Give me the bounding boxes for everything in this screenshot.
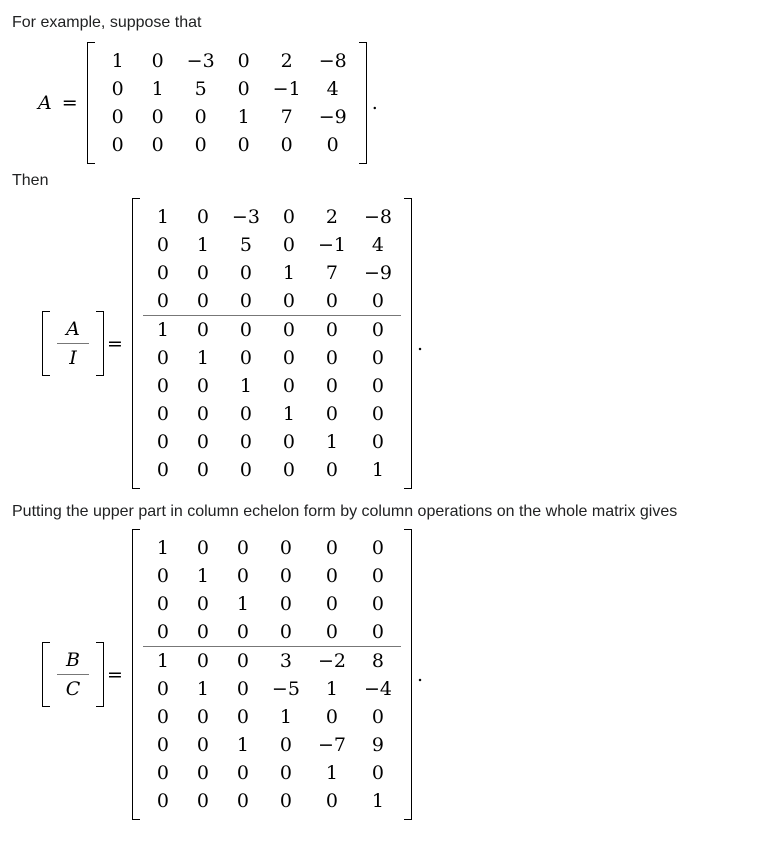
matrix-cell: 5 xyxy=(239,234,252,256)
matrix-cell: 0 xyxy=(194,106,207,128)
matrix-cell: 0 xyxy=(371,565,384,587)
matrix-cell: 1 xyxy=(156,537,169,559)
matrix-cell: 1 xyxy=(237,106,250,128)
matrix-right-bracket xyxy=(404,198,412,489)
label-left-bracket xyxy=(42,642,50,707)
matrix-cell: 1 xyxy=(236,593,249,615)
matrix-cell: 0 xyxy=(236,678,249,700)
matrix-cell: 0 xyxy=(282,206,295,228)
matrix-cell: 0 xyxy=(196,319,209,341)
matrix-cell: 1 xyxy=(156,206,169,228)
matrix-cell: 4 xyxy=(371,234,384,256)
matrix-cell: 0 xyxy=(371,762,384,784)
matrix-cell: 7 xyxy=(325,262,338,284)
matrix-cell: 0 xyxy=(237,50,250,72)
matrix-cell: 0 xyxy=(371,290,384,312)
matrix-cell: 0 xyxy=(111,134,124,156)
matrix-cell: 0 xyxy=(151,106,164,128)
matrix-cell: 0 xyxy=(325,790,338,812)
matrix-cell: 0 xyxy=(239,431,252,453)
matrix-cell: 0 xyxy=(371,621,384,643)
matrix-cell: 0 xyxy=(111,106,124,128)
matrix-a xyxy=(87,42,367,164)
stacked-label-b-c xyxy=(42,642,104,707)
matrix-cell: 0 xyxy=(196,621,209,643)
matrix-cell: 0 xyxy=(371,431,384,453)
matrix-cell: 0 xyxy=(196,290,209,312)
matrix-cell: 0 xyxy=(236,706,249,728)
equals-sign: = xyxy=(107,663,123,686)
matrix-cell: 7 xyxy=(280,106,293,128)
matrix-cell: 1 xyxy=(196,678,209,700)
matrix-cell: 8 xyxy=(371,650,384,672)
sentence-period: . xyxy=(371,92,378,114)
matrix-cell: 0 xyxy=(239,290,252,312)
then-paragraph: Then xyxy=(12,172,49,189)
matrix-cell: 0 xyxy=(326,134,339,156)
matrix-cell: 1 xyxy=(239,375,252,397)
matrix-cell: 0 xyxy=(156,347,169,369)
matrix-cell: 0 xyxy=(236,537,249,559)
matrix-cell: −1 xyxy=(272,78,301,100)
matrix-cell: 0 xyxy=(371,375,384,397)
matrix-cell: 0 xyxy=(239,319,252,341)
matrix-cell: 0 xyxy=(156,375,169,397)
matrix-cell: 1 xyxy=(371,790,384,812)
matrix-cell: 0 xyxy=(156,565,169,587)
matrix-cell: 0 xyxy=(156,431,169,453)
matrix-cell: 0 xyxy=(236,650,249,672)
matrix-cell: 1 xyxy=(279,706,292,728)
matrix-cell: 0 xyxy=(239,347,252,369)
label-i-symbol: I xyxy=(69,347,77,369)
matrix-right-bracket xyxy=(359,42,367,164)
matrix-cell: 0 xyxy=(236,621,249,643)
matrix-cell: 0 xyxy=(196,375,209,397)
matrix-cell: 0 xyxy=(279,790,292,812)
matrix-cell: 0 xyxy=(280,134,293,156)
matrix-cell: 0 xyxy=(371,319,384,341)
matrix-cell: 0 xyxy=(236,762,249,784)
label-right-bracket xyxy=(96,311,104,376)
matrix-cell: 0 xyxy=(196,762,209,784)
matrix-cell: −8 xyxy=(318,50,347,72)
matrix-cell: 0 xyxy=(156,459,169,481)
matrix-a-grid xyxy=(95,42,359,164)
matrix-right-bracket xyxy=(404,529,412,820)
matrix-cell: 0 xyxy=(325,375,338,397)
matrix-cell: 0 xyxy=(279,621,292,643)
matrix-cell: 0 xyxy=(156,290,169,312)
matrix-cell: 0 xyxy=(156,234,169,256)
matrix-cell: −9 xyxy=(318,106,347,128)
matrix-cell: 5 xyxy=(194,78,207,100)
matrix-cell: 0 xyxy=(279,762,292,784)
matrix-cell: 0 xyxy=(239,459,252,481)
matrix-cell: 0 xyxy=(196,650,209,672)
matrix-cell: 1 xyxy=(371,459,384,481)
matrix-cell: 1 xyxy=(325,431,338,453)
label-a-symbol: A xyxy=(66,318,80,340)
matrix-left-bracket xyxy=(132,529,140,820)
matrix-cell: 0 xyxy=(156,593,169,615)
matrix-cell: −5 xyxy=(271,678,300,700)
label-right-bracket xyxy=(96,642,104,707)
matrix-cell: 0 xyxy=(282,319,295,341)
matrix-cell: 1 xyxy=(282,262,295,284)
matrix-b-over-c-grid xyxy=(140,529,404,820)
matrix-cell: 0 xyxy=(282,459,295,481)
matrix-a-symbol: A xyxy=(38,92,52,114)
matrix-cell: 0 xyxy=(196,790,209,812)
matrix-cell: 1 xyxy=(236,734,249,756)
matrix-cell: 0 xyxy=(371,347,384,369)
matrix-cell: 2 xyxy=(280,50,293,72)
matrix-left-bracket xyxy=(132,198,140,489)
matrix-cell: 0 xyxy=(279,537,292,559)
matrix-cell: 0 xyxy=(325,347,338,369)
matrix-cell: 0 xyxy=(325,319,338,341)
matrix-cell: 0 xyxy=(111,78,124,100)
stacked-label-a-i xyxy=(42,311,104,376)
matrix-cell: 0 xyxy=(196,403,209,425)
matrix-cell: 0 xyxy=(325,459,338,481)
page xyxy=(0,13,760,845)
matrix-cell: −3 xyxy=(231,206,260,228)
matrix-cell: 0 xyxy=(282,347,295,369)
matrix-cell: 0 xyxy=(371,593,384,615)
matrix-cell: 0 xyxy=(371,537,384,559)
matrix-a-over-i-grid xyxy=(140,198,404,489)
label-b-symbol: B xyxy=(66,649,80,671)
matrix-cell: 0 xyxy=(325,403,338,425)
matrix-cell: 0 xyxy=(196,431,209,453)
matrix-cell: 0 xyxy=(237,134,250,156)
matrix-cell: 0 xyxy=(282,234,295,256)
matrix-cell: −1 xyxy=(317,234,346,256)
matrix-cell: −9 xyxy=(363,262,392,284)
matrix-cell: 0 xyxy=(196,537,209,559)
matrix-cell: −4 xyxy=(363,678,392,700)
matrix-cell: 0 xyxy=(156,762,169,784)
equals-sign: = xyxy=(61,92,78,114)
matrix-cell: 0 xyxy=(151,134,164,156)
matrix-cell: 1 xyxy=(111,50,124,72)
equation-a-over-i xyxy=(42,198,760,489)
matrix-a-over-i xyxy=(132,198,412,489)
matrix-cell: 3 xyxy=(279,650,292,672)
matrix-cell: 0 xyxy=(196,706,209,728)
matrix-cell: 0 xyxy=(282,375,295,397)
matrix-cell: 4 xyxy=(326,78,339,100)
matrix-cell: 0 xyxy=(196,206,209,228)
matrix-cell: 0 xyxy=(325,290,338,312)
matrix-cell: 0 xyxy=(371,403,384,425)
matrix-cell: 0 xyxy=(196,459,209,481)
matrix-cell: 1 xyxy=(325,762,338,784)
matrix-cell: 0 xyxy=(239,262,252,284)
matrix-cell: 1 xyxy=(156,319,169,341)
label-left-bracket xyxy=(42,311,50,376)
fraction-b-over-c xyxy=(50,642,96,707)
sentence-period: . xyxy=(416,332,424,355)
matrix-cell: 1 xyxy=(196,347,209,369)
matrix-cell: 0 xyxy=(194,134,207,156)
matrix-cell: 1 xyxy=(282,403,295,425)
sentence-period: . xyxy=(416,663,424,686)
equation-matrix-a xyxy=(38,42,760,164)
matrix-cell: 1 xyxy=(325,678,338,700)
matrix-cell: 0 xyxy=(325,537,338,559)
matrix-cell: 0 xyxy=(282,290,295,312)
matrix-cell: 0 xyxy=(156,262,169,284)
matrix-cell: −8 xyxy=(363,206,392,228)
matrix-cell: 0 xyxy=(279,593,292,615)
matrix-cell: 1 xyxy=(151,78,164,100)
matrix-cell: −2 xyxy=(317,650,346,672)
matrix-cell: 0 xyxy=(371,706,384,728)
matrix-cell: 0 xyxy=(196,734,209,756)
intro-paragraph: For example, suppose that xyxy=(12,14,202,31)
matrix-cell: 0 xyxy=(156,790,169,812)
label-c-symbol: C xyxy=(65,678,81,700)
matrix-cell: 0 xyxy=(236,565,249,587)
matrix-cell: −3 xyxy=(186,50,215,72)
matrix-cell: 0 xyxy=(325,706,338,728)
fraction-bar xyxy=(57,343,89,344)
matrix-cell: 0 xyxy=(236,790,249,812)
matrix-cell: 0 xyxy=(196,593,209,615)
matrix-cell: 2 xyxy=(325,206,338,228)
fraction-a-over-i xyxy=(50,311,96,376)
matrix-cell: 9 xyxy=(371,734,384,756)
equals-sign: = xyxy=(107,332,123,355)
matrix-cell: 0 xyxy=(325,621,338,643)
matrix-b-over-c xyxy=(132,529,412,820)
matrix-cell: 0 xyxy=(156,678,169,700)
echelon-paragraph: Putting the upper part in column echelon form by column operations on the whole matrix gives xyxy=(12,503,678,520)
matrix-cell: −7 xyxy=(317,734,346,756)
matrix-cell: 0 xyxy=(156,403,169,425)
matrix-cell: 0 xyxy=(325,565,338,587)
matrix-cell: 1 xyxy=(196,565,209,587)
equation-b-over-c xyxy=(42,529,760,820)
matrix-cell: 0 xyxy=(279,565,292,587)
matrix-cell: 0 xyxy=(239,403,252,425)
matrix-left-bracket xyxy=(87,42,95,164)
matrix-cell: 0 xyxy=(325,593,338,615)
fraction-bar xyxy=(57,674,89,675)
matrix-cell: 0 xyxy=(156,621,169,643)
matrix-cell: 0 xyxy=(237,78,250,100)
matrix-cell: 0 xyxy=(196,262,209,284)
matrix-cell: 0 xyxy=(151,50,164,72)
matrix-cell: 0 xyxy=(282,431,295,453)
matrix-cell: 1 xyxy=(156,650,169,672)
matrix-cell: 1 xyxy=(196,234,209,256)
matrix-cell: 0 xyxy=(156,734,169,756)
matrix-cell: 0 xyxy=(156,706,169,728)
matrix-cell: 0 xyxy=(279,734,292,756)
